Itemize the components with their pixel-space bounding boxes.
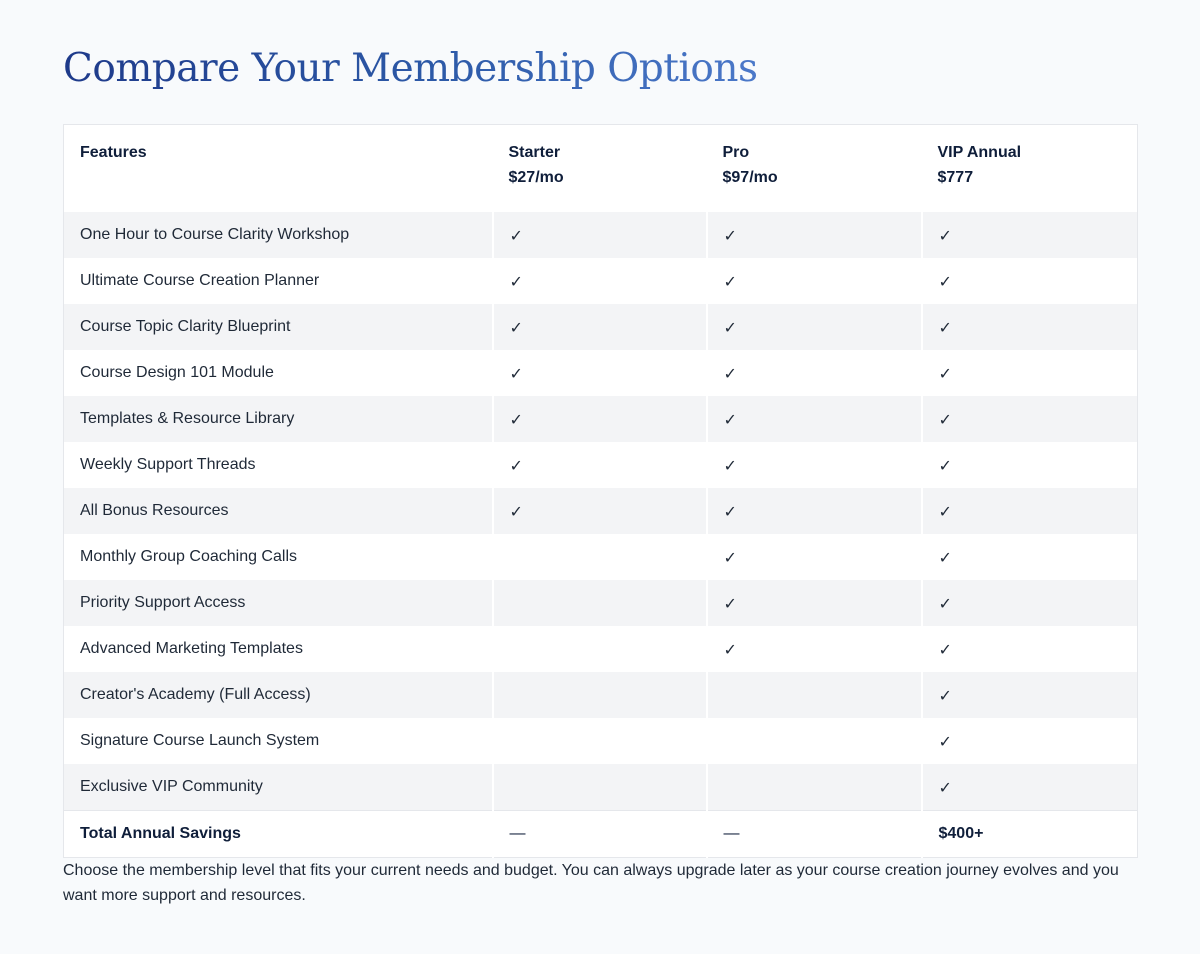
starter-check-icon: ✓ [493,396,707,442]
vip-check-icon: ✓ [922,396,1138,442]
starter-check-icon [493,718,707,764]
starter-savings-value [493,811,707,858]
table-row [64,764,1138,811]
vip-check-icon: ✓ [922,442,1138,488]
feature-name: Advanced Marketing Templates [80,640,303,657]
vip-check-icon: ✓ [922,626,1138,672]
vip-check-icon: ✓ [922,580,1138,626]
plan-header-starter [493,125,707,213]
table-row [64,534,1138,580]
table-row [64,626,1138,672]
table-row [64,488,1138,534]
feature-name: One Hour to Course Clarity Workshop [64,212,493,258]
pro-check-icon [707,672,922,718]
table-row [64,580,1138,626]
starter-check-icon: ✓ [493,488,707,534]
feature-name: Course Topic Clarity Blueprint [64,304,493,350]
table-row [64,396,1138,442]
pro-check-icon: ✓ [707,304,922,350]
pro-check-icon: ✓ [707,396,922,442]
starter-check-icon: ✓ [493,442,707,488]
feature-name: Signature Course Launch System [80,732,320,749]
dash-placeholder: — [723,825,740,842]
total-savings-row [64,811,1138,858]
features-column-header: Features [80,144,147,161]
feature-name: Templates & Resource Library [64,396,493,442]
plan-price: $27/mo [508,169,564,186]
vip-check-icon: ✓ [922,258,1138,304]
feature-name: Creator's Academy (Full Access) [64,672,493,718]
vip-savings-value: $400+ [922,811,1138,858]
feature-name: Course Design 101 Module [80,364,274,381]
table-row [64,350,1138,396]
starter-check-icon: ✓ [493,304,707,350]
vip-check-icon: ✓ [922,304,1138,350]
plan-name: Starter [508,144,561,161]
table-row [64,212,1138,258]
plan-name: Pro [722,144,750,161]
dash-placeholder: — [509,825,526,842]
starter-check-icon [493,764,707,811]
table-row [64,304,1138,350]
starter-check-icon [493,580,707,626]
feature-rows [64,212,1138,858]
pro-check-icon [707,764,922,811]
plan-price: $777 [937,169,974,186]
pro-check-icon: ✓ [707,580,922,626]
plan-header-pro [707,125,922,213]
vip-check-icon: ✓ [922,534,1138,580]
vip-check-icon: ✓ [922,718,1138,764]
pro-check-icon: ✓ [707,212,922,258]
vip-check-icon: ✓ [922,488,1138,534]
total-savings-label: Total Annual Savings [64,811,493,858]
starter-check-icon [493,672,707,718]
pro-check-icon: ✓ [707,626,922,672]
feature-name: Priority Support Access [64,580,493,626]
table-row [64,442,1138,488]
plan-price: $97/mo [722,169,778,186]
feature-name: Monthly Group Coaching Calls [80,548,297,565]
pro-check-icon: ✓ [707,488,922,534]
feature-name: Weekly Support Threads [80,456,256,473]
pro-savings-value [707,811,922,858]
table-row [64,718,1138,764]
membership-comparison-table [63,124,1138,858]
plan-name: VIP Annual [937,144,1022,161]
starter-check-icon [493,626,707,672]
vip-check-icon: ✓ [922,764,1138,811]
table-row [64,672,1138,718]
table-header-row [64,125,1138,213]
starter-check-icon: ✓ [493,350,707,396]
pro-check-icon: ✓ [707,258,922,304]
table-row [64,258,1138,304]
feature-name: Ultimate Course Creation Planner [80,272,320,289]
pro-check-icon [707,718,922,764]
vip-check-icon: ✓ [922,672,1138,718]
pro-check-icon: ✓ [707,534,922,580]
vip-check-icon: ✓ [922,212,1138,258]
footnote-text: Choose the membership level that fits your current needs and budget. You can always upgrade later as your course creation journey evolves and you want more support and resources. [63,862,1119,904]
feature-name: All Bonus Resources [64,488,493,534]
starter-check-icon: ✓ [493,212,707,258]
plan-header-vip [922,125,1138,213]
starter-check-icon [493,534,707,580]
pro-check-icon: ✓ [707,442,922,488]
pro-check-icon: ✓ [707,350,922,396]
vip-check-icon: ✓ [922,350,1138,396]
starter-check-icon: ✓ [493,258,707,304]
feature-name: Exclusive VIP Community [64,764,493,811]
page-title: Compare Your Membership Options [63,44,757,94]
